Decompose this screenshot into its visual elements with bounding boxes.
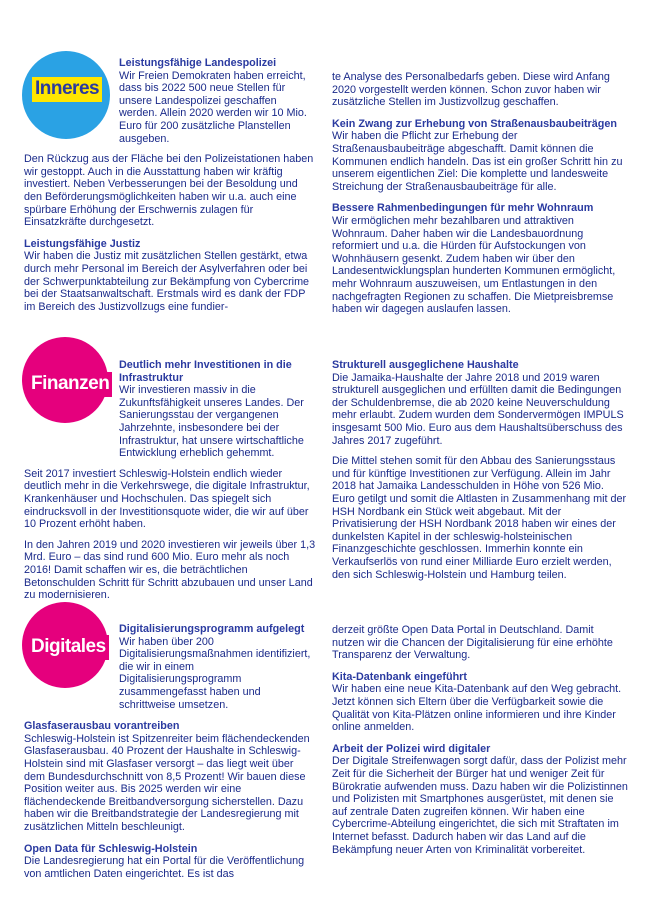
article-heading: Arbeit der Polizei wird digitaler — [332, 742, 491, 755]
article-heading: Digitalisierungsprogramm aufgelegt — [119, 623, 305, 635]
article-paragraph: Schleswig-Holstein ist Spitzenreiter beim flächendeckenden Glasfaserausbau. 40 Prozent der Haushalte in Schleswig-Holstein sind mit Glasfaser versorgt – das liegt weit über dem Bundesdurchschnitt von 8,5 Prozent! Wir bauen diese Position weiter aus. Bis 2025 werden wir eine flächendeckende Breitbandversorgung sicherstellen. Dazu haben wir die Breitbandstrategie der Landesregierung mit zusätzlichen Mitteln beschleunigt. — [24, 732, 310, 833]
article-heading: Kita-Datenbank eingeführt — [332, 670, 467, 683]
article-paragraph: Wir haben die Justiz mit zusätzlichen Stellen gestärkt, etwa durch mehr Personal im Bereich der Asylverfahren oder bei der Schwerpunktabteilung zur Bekämpfung von Cybercrime bei der Staatsanwaltschaft. Erstmals wird es dank der FDP im Bereich des Justizvollzugs eine fundier- — [24, 250, 310, 313]
article-paragraph: Wir haben eine neue Kita-Datenbank auf den Weg gebracht. Jetzt können sich Eltern über die Verfügbarkeit sowie die Qualität von Kita-Plätzen online informieren und ihre Kinder online anmelden. — [332, 683, 622, 734]
article-paragraph: Die Jamaika-Haushalte der Jahre 2018 und 2019 waren strukturell ausgeglichen und erfüllten damit die Bedingungen der Schuldenbremse, die ab 2020 keine Neuverschuldung mehr erlaubt. Zudem wurden dem Sondervermögen IMPULS insgesamt 500 Mio. Euro aus dem Haushaltsüberschuss des Jahres 2017 zugeführt. — [332, 371, 624, 447]
finanzen-badge-label: Finanzen — [28, 372, 112, 397]
article-heading: Kein Zwang zur Erhebung von Straßenausbaubeiträgen — [332, 117, 617, 130]
section-digitales — [24, 608, 629, 888]
article-paragraph: te Analyse des Personalbedarfs geben. Diese wird Anfang 2020 vorgestellt werden können. Schon zuvor haben wir zusätzliche Stellen im Justizvollzug geschaffen. — [332, 71, 610, 109]
section-finanzen — [24, 343, 629, 602]
article-heading: Open Data für Schleswig-Holstein — [24, 842, 198, 855]
article-paragraph: Wir haben über 200 Digitalisierungsmaßnahmen identifiziert, die wir in einem Digitalisierungsprogramm zusammengefasst haben und schrittweise umsetzen. — [119, 635, 311, 711]
finanzen-right-column — [332, 359, 629, 590]
article-heading: Deutlich mehr Investitionen in die Infrastruktur — [119, 359, 292, 384]
article-block — [332, 671, 629, 734]
article-paragraph: Wir Freien Demokraten haben erreicht, dass bis 2022 500 neue Stellen für unsere Landespolizei geschaffen werden. Allein 2020 werden wir 10 Mio. Euro für 200 zusätzliche Planstellen ausgeben. — [119, 69, 307, 145]
article-block — [24, 57, 317, 229]
article-heading: Leistungsfähige Justiz — [24, 237, 141, 250]
section-inneres — [24, 57, 629, 327]
article-paragraph: Der Digitale Streifenwagen sorgt dafür, dass der Polizist mehr Zeit für die Sicherheit der Bürger hat und weniger Zeit für Bürokratie aufwenden muss. Dazu haben wir die Polizistinnen und Polizisten mit Smartphones ausgerüstet, mit denen sie auf zentrale Daten zugreifen können. Wir haben eine Cybercrime-Abteilung eingerichtet, die sich mit Straftaten im Internet befasst. Dadurch haben wir das Land auf die Bekämpfung neuer Arten von Kriminalität vorbereitet. — [332, 755, 628, 856]
inneres-right-column — [332, 71, 629, 325]
article-block — [332, 359, 629, 581]
article-block — [24, 720, 317, 833]
article-heading: Bessere Rahmenbedingungen für mehr Wohnraum — [332, 202, 594, 215]
article-block — [24, 359, 317, 602]
article-paragraph: derzeit größte Open Data Portal in Deutschland. Damit nutzen wir die Chancen der Digitalisierung für eine erhöhte Transparenz der Verwaltung. — [332, 624, 613, 662]
article-block — [24, 238, 317, 314]
digitales-left-column — [24, 623, 317, 889]
inneres-badge-label: Inneres — [32, 77, 102, 102]
article-block — [24, 843, 317, 881]
article-paragraph: Wir ermöglichen mehr bezahlbaren und attraktiven Wohnraum. Daher haben wir die Landesbauordnung reformiert und u.a. die Hürden für Aufstockungen von Wohnhäusern gesenkt. Zudem haben wir über den Landesentwicklungsplan hunderten Kommunen ermöglicht, mehr Wohnraum auszuweisen, um Entlastungen in den nachgefragten Regionen zu schaffen. Die Mietpreisbremse haben wir dagegen auslaufen lassen. — [332, 214, 616, 316]
article-paragraph: Die Landesregierung hat ein Portal für die Veröffentlichung von amtlichen Daten eingerichtet. Es ist das — [24, 855, 305, 880]
article-block — [332, 624, 629, 662]
article-block — [24, 623, 317, 711]
digitales-right-column — [332, 624, 629, 865]
digitales-badge-label: Digitales — [28, 635, 109, 660]
article-heading: Strukturell ausgeglichene Haushalte — [332, 359, 519, 371]
article-paragraph: In den Jahren 2019 und 2020 investieren wir jeweils über 1,3 Mrd. Euro – das sind rund 600 Mio. Euro mehr als noch 2016! Damit schaffen wir es, die beträchtlichen Betonschulden Schritt für Schritt abzubauen und unser Land zu modernisieren. — [24, 538, 316, 602]
article-paragraph: Den Rückzug aus der Fläche bei den Polizeistationen haben wir gestoppt. Auch in die Ausstattung haben wir kräftig investiert. Neben Verbesserungen bei der Besoldung und den Beförderungsmöglichkeiten haben wir u.a. auch eine spürbare Erhöhung der Erschwernis zulagen für Einsatzkräfte durchgesetzt. — [24, 153, 314, 229]
article-paragraph: Wir haben die Pflicht zur Erhebung der Straßenausbaubeiträge abgeschafft. Damit können die Kommunen endlich handeln. Das ist ein großer Schritt hin zu unserem eigentlichen Ziel: Die komplette und landesweite Streichung der Straßenausbaubeiträge für alle. — [332, 130, 623, 193]
finanzen-left-column — [24, 359, 317, 611]
article-block — [332, 202, 629, 315]
article-block — [332, 118, 629, 194]
article-paragraph: Seit 2017 investiert Schleswig-Holstein endlich wieder deutlich mehr in die Verkehrswege, die digitale Infrastruktur, Krankenhäuser und Hochschulen. Das spiegelt sich eindrucksvoll in der Investitionsquote wider, die wir auf über 10 Prozent erhöht haben. — [24, 467, 310, 531]
article-heading: Leistungsfähige Landespolizei — [119, 57, 277, 69]
article-paragraph: Wir investieren massiv in die Zukunftsfähigkeit unseres Landes. Der Sanierungsstau der vergangenen Jahrzehnte, insbesondere bei der Infrastruktur, hat unsere wirtschaftliche Entwicklung erheblich gehemmt. — [119, 384, 304, 460]
article-heading: Glasfaserausbau vorantreiben — [24, 720, 180, 733]
article-paragraph: Die Mittel stehen somit für den Abbau des Sanierungsstaus und für künftige Investitionen zur Verfügung. Allein im Jahr 2018 hat Jamaika Landesschulden in Höhe von 526 Mio. Euro getilgt und somit die Altlasten in Zusammenhang mit der HSH Nordbank ein Stück weit abgebaut. Mit der Privatisierung der HSH Nordbank 2018 haben wir eines der dunkelsten Kapitel in der schleswig-holsteinischen Finanzgeschichte geschlossen. Immerhin konnte ein Verkaufserlös von rund einer Milliarde Euro erzielt werden, den sich Schleswig-Holstein und Hamburg teilen. — [332, 455, 627, 581]
article-block — [332, 743, 629, 856]
inneres-left-column — [24, 57, 317, 322]
article-block — [332, 71, 629, 109]
